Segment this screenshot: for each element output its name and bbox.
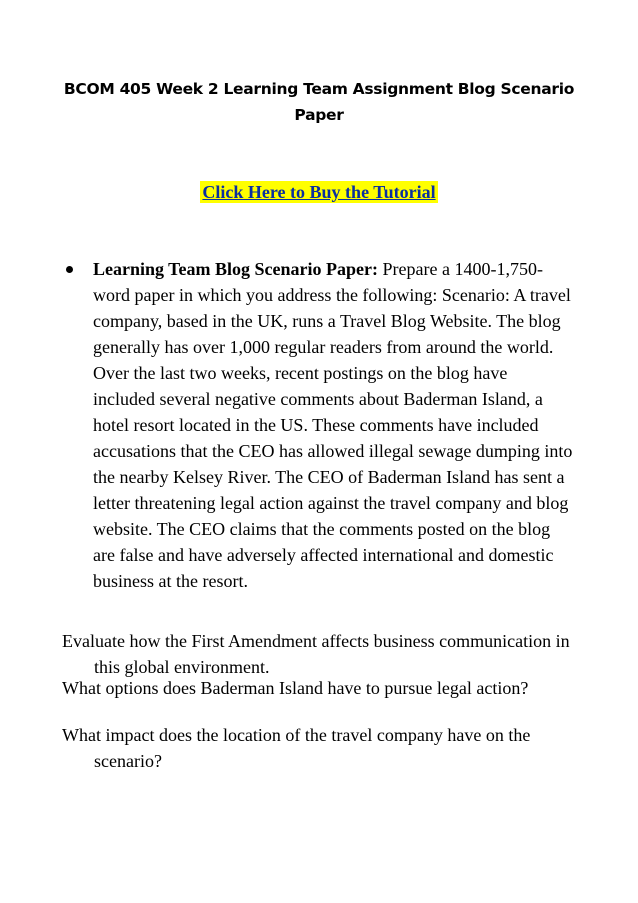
document-title: BCOM 405 Week 2 Learning Team Assignment Blog Scenario Paper <box>63 80 575 124</box>
question-item: What impact does the location of the travel company have on the scenario? <box>62 725 531 771</box>
question-item: What options does Baderman Island have to pursue legal action? <box>62 678 529 698</box>
bullet-text: Prepare a 1400-1,750-word paper in which you address the following: Scenario: A travel company, based in the UK, runs a Travel Blog Website. The blog generally has over 1,000 regular readers from around the world. Over the last two weeks, recent postings on the blog have included several negative comments about Baderman Island, a hotel resort located in the US. These comments have included accusations that the CEO has allowed illegal sewage dumping into the nearby Kelsey River. The CEO of Baderman Island has sent a letter threatening legal action against the travel company and blog website. The CEO claims that the comments posted on the blog are false and have adversely affected international and domestic business at the resort. <box>93 259 573 591</box>
link-container <box>0 181 638 203</box>
bullet-label: Learning Team Blog Scenario Paper: <box>93 259 378 279</box>
bullet-dot-icon <box>66 266 73 273</box>
question-item: Evaluate how the First Amendment affects business communication in this global environment. <box>62 631 570 677</box>
bullet-item <box>93 256 573 594</box>
buy-tutorial-link[interactable]: Click Here to Buy the Tutorial <box>202 182 436 202</box>
